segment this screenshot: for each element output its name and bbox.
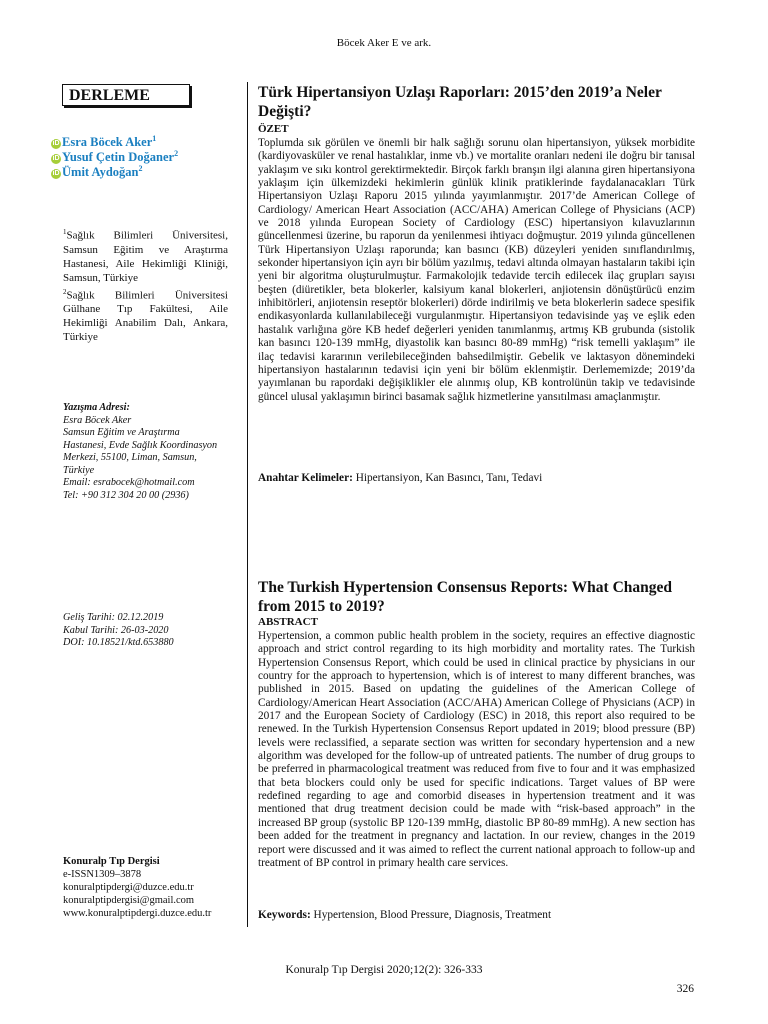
turkish-keywords <box>258 472 695 486</box>
accepted-date: Kabul Tarihi: 26-03-2020 <box>63 624 169 636</box>
journal-email-1[interactable]: konuralptipdergi@duzce.edu.tr <box>63 882 194 893</box>
affil-text: Sağlık Bilimleri Üniversitesi, Samsun Eğitim ve Araştırma Hastanesi, Aile Hekimliği Kliniği, Samsun, Türkiye <box>63 229 228 284</box>
english-keywords <box>258 909 695 923</box>
article-type-box: DERLEME <box>62 84 190 106</box>
author-affil-sup: 2 <box>174 149 179 158</box>
affil-text: Sağlık Bilimleri Üniversitesi Gülhane Tıp Fakültesi, Aile Hekimliği Anabilim Dalı, Ankara, Türkiye <box>63 289 228 344</box>
author-affil-sup: 1 <box>152 134 157 143</box>
keywords-label: Keywords: <box>258 909 311 921</box>
correspondence-line: Samsun Eğitim ve Araştırma <box>63 427 180 438</box>
correspondence-block <box>63 402 243 502</box>
page-number: 326 <box>676 983 694 995</box>
turkish-title: Türk Hipertansiyon Uzlaşı Raporları: 2015’den 2019’a Neler Değişti? <box>258 84 662 120</box>
keywords-text: Hypertension, Blood Pressure, Diagnosis, Treatment <box>313 909 552 921</box>
page-footer: Konuralp Tıp Dergisi 2020;12(2): 326-333 <box>285 964 483 976</box>
author-name: Yusuf Çetin Doğaner <box>62 150 175 165</box>
english-title: The Turkish Hypertension Consensus Reports: What Changed from 2015 to 2019? <box>258 579 673 615</box>
affil-sup: 2 <box>63 287 67 296</box>
english-abstract: Hypertension, a common public health problem in the society, requires an effective diagnostic approach and strict control regarding to its high morbidity and mortality rates. The Turkish Hypertension Consensus Report, which could be used in clinical practice by physicians in our country for the approach to hypertension, which is of interest to many different branches, was published in 2015. Based on updating the guidelines of the American College of Cardiology/American Heart Association (ACC/AHA) American College of Physicians (ACP) in 2017 and the European Society of Cardiology (ESC) in 2018, this report also required to be renewed. In the Turkish Hypertension Consensus Report updated in 2019; blood pressure (BP) levels were reclassified, a separate section was written for secondary hypertension and a new algorithm was developed for the follow-up of untreated patients. The number of drug groups to be preferred in pharmacological treatment was reduced from five to four and it was emphasized that beta blockers could only be used for specific indications. Target values of BP were redefined regarding to age and comorbid diseases in hypertension treatment and it was mentioned that drug treatment decision could be made with “risk-based approach” in the increased BP group (systolic BP 120-139 mmHg, diastolic BP 80-89 mmHg). A new section has been added for the treatment in pregnancy and lactation. In our review, changes in the 2019 report were discussed and it was aimed to reflect the current national approach to follow-up and treatment of BP control in primary health care services. <box>258 630 695 869</box>
correspondence-line: Merkezi, 55100, Liman, Samsun, <box>63 452 197 463</box>
correspondence-line: Türkiye <box>63 464 95 476</box>
author-name: Ümit Aydoğan <box>62 165 139 180</box>
correspondence-line: Esra Böcek Aker <box>63 414 132 426</box>
column-divider <box>247 82 248 927</box>
journal-title: Konuralp Tıp Dergisi <box>63 856 160 867</box>
correspondence-phone: Tel: +90 312 304 20 00 (2936) <box>63 489 189 501</box>
doi[interactable]: DOI: 10.18521/ktd.653880 <box>63 637 174 648</box>
correspondence-heading: Yazışma Adresi: <box>63 402 130 413</box>
correspondence-email[interactable]: Email: esrabocek@hotmail.com <box>63 477 195 488</box>
journal-block <box>63 855 211 920</box>
affiliation-2 <box>63 285 228 345</box>
running-head: Böcek Aker E ve ark. <box>336 37 432 49</box>
orcid-icon[interactable]: iD <box>52 140 60 148</box>
affiliations <box>63 225 228 344</box>
keywords-label: Anahtar Kelimeler: <box>258 472 353 484</box>
keywords-text: Hipertansiyon, Kan Basıncı, Tanı, Tedavi <box>355 472 543 484</box>
orcid-icon[interactable]: iD <box>52 170 60 178</box>
abstract-heading: ABSTRACT <box>258 616 318 628</box>
turkish-abstract: Toplumda sık görülen ve önemli bir halk sağlığı sorunu olan hipertansiyon, yüksek morbidite (kardiyovasküler ve renal hastalıklar, inme vb.) ve mortalite oranları nedeni ile doğru bir tanısal yaklaşım ve sıkı kontrol gerektirmektedir. Birçok farklı branşın ilgi alanına giren hipertansiyona yaklaşım için ülkemizdeki hekimlerin günlük klinik pratiklerinde faydalanacakları Türk Hipertansiyon Uzlaşı Raporu 2015 yılında yayımlanmıştır. 2017’de American College of Cardiology/ American Heart Association (ACC/AHA) American College of Physicians (ACP) ve 2018 yılında European Society of Cardiology (ESC) hipertansiyon kılavuzlarının güncellenmesi üzerine, bu raporun da yenilenmesi ihtiyacı doğmuştur. 2019 yılında güncellenen Türk Hipertansiyon Uzlaşı raporunda; kan basıncı (KB) düzeyleri yeniden sınıflandırılmış, sekonder hipertansiyon için ayrı bir bölüm yazılmış, tedavi altında olmayan hastaların takibi için yeni bir algoritma oluşturulmuştur. Farmakolojik tedavide tercih edilecek ilaç grupları sayısı beşten (diüretikler, beta blokerler, kalsiyum kanal blokerleri, anjiotensin dönüştürücü enzim inhibitörleri, anjiotensin reseptör blokerleri) dörde indirilmiş ve beta blokerlerin sadece spesifik endikasyonlarda kullanılabileceği vurgulanmıştır. Hipertansiyon tedavisinde yaş ve eşlik eden hastalık varlığına göre KB hedef değerleri yeniden tanımlanmış, artmış KB grubunda (sistolik kan basıncı 120-139 mmHg, diyastolik kan basıncı 80-89 mmHg) “risk temelli yaklaşım” ile ilaç tedavisi kararının verilebileceğinden bahsedilmiştir. Gebelik ve laktasyon dönemindeki hipertansiyon hastalarının tedavisi için yeni bir bölüm eklenmiştir. Derlememizde; 2019’da yayımlanan bu rapordaki değişiklikler ele alınmış olup, KB kontrolünün takip ve tedavisinde güncel ulusal yaklaşımın birinci basamak sağlık hizmetlerine yansıtılması amaçlanmıştır. <box>258 137 696 403</box>
author-2[interactable] <box>51 149 178 165</box>
author-1[interactable] <box>51 134 156 150</box>
author-affil-sup: 2 <box>138 164 143 173</box>
journal-email-2[interactable]: konuralptipdergisi@gmail.com <box>63 895 195 906</box>
author-3[interactable] <box>51 164 143 180</box>
author-name: Esra Böcek Aker <box>62 135 153 150</box>
journal-issn: e-ISSN1309–3878 <box>63 869 142 880</box>
affil-sup: 1 <box>63 228 67 236</box>
orcid-icon[interactable]: iD <box>52 155 60 163</box>
correspondence-line: Hastanesi, Evde Sağlık Koordinasyon <box>63 439 218 451</box>
ozet-heading: ÖZET <box>258 123 289 135</box>
affiliation-1 <box>63 225 228 285</box>
received-date: Geliş Tarihi: 02.12.2019 <box>63 612 164 623</box>
journal-website[interactable]: www.konuralptipdergi.duzce.edu.tr <box>63 908 212 919</box>
dates-block <box>63 612 174 650</box>
